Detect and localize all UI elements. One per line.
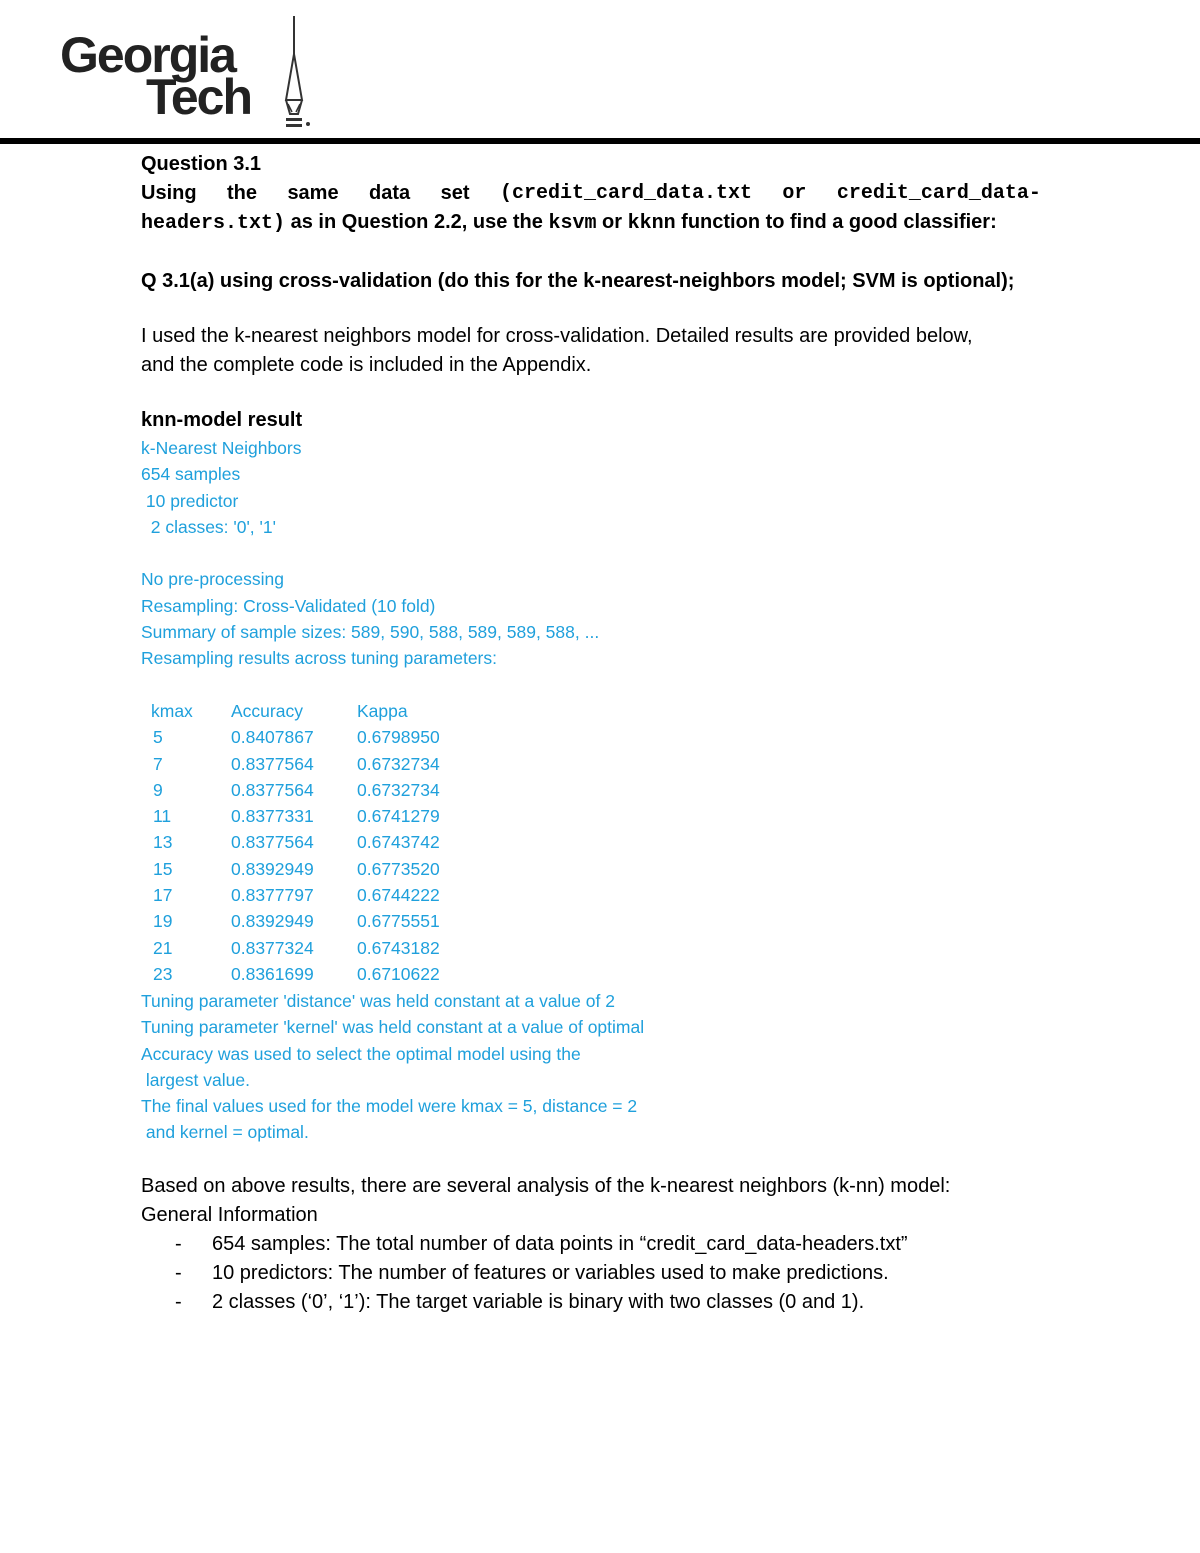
cell-kmax: 7 (153, 753, 163, 774)
cell-accuracy: 0.8377564 (231, 779, 314, 800)
cell-kmax: 9 (153, 779, 163, 800)
question-intro-line-1 (141, 179, 1041, 208)
intro-text: or (596, 211, 628, 233)
table-row (141, 908, 1041, 934)
cell-kmax: 19 (153, 911, 173, 932)
cell-kmax: 11 (153, 806, 172, 827)
list-item (141, 1288, 1041, 1317)
knn-output-bottom (141, 988, 1041, 1146)
output-line: largest value. (141, 1069, 250, 1090)
cell-kappa: 0.6732734 (357, 753, 440, 774)
table-row (141, 856, 1041, 882)
cell-accuracy: 0.8377331 (231, 806, 314, 827)
table-header-row (141, 698, 1041, 724)
table-row (141, 935, 1041, 961)
table-row (141, 829, 1041, 855)
table-header-kmax: kmax (151, 700, 193, 721)
header-rule (0, 138, 1200, 144)
cell-kappa: 0.6798950 (357, 727, 440, 748)
logo-word-tech: Tech (146, 69, 251, 125)
knn-result-heading: knn-model result (141, 409, 303, 431)
resampling-results-table (141, 698, 1041, 988)
cell-kappa: 0.6732734 (357, 779, 440, 800)
table-row (141, 777, 1041, 803)
answer-line-1: I used the k-nearest neighbors model for cross-validation. Detailed results are provided below, (141, 325, 973, 347)
intro-text: function to find a good classifier: (675, 211, 997, 233)
output-line: 2 classes: '0', '1' (141, 516, 276, 537)
georgia-tech-logo (58, 14, 328, 132)
output-line: 654 samples (141, 464, 241, 485)
document-body (141, 150, 1041, 1317)
intro-word: set (440, 182, 470, 204)
list-item-text: 654 samples: The total number of data points in “credit_card_data-headers.txt” (212, 1232, 908, 1255)
output-line: No pre-processing (141, 569, 284, 590)
intro-or: or (782, 182, 807, 205)
output-line: and kernel = optimal. (141, 1122, 309, 1143)
table-header-accuracy: Accuracy (231, 700, 303, 721)
cell-kappa: 0.6710622 (357, 963, 440, 984)
bullet-marker: - (175, 1290, 182, 1313)
output-line: Resampling: Cross-Validated (10 fold) (141, 595, 436, 616)
knn-output-top (141, 435, 1041, 698)
cell-kmax: 17 (153, 885, 173, 906)
list-item-text: 2 classes (‘0’, ‘1’): The target variable is binary with two classes (0 and 1). (212, 1290, 865, 1313)
output-line: Tuning parameter 'kernel' was held constant at a value of optimal (141, 1017, 645, 1038)
cell-kappa: 0.6775551 (357, 911, 440, 932)
output-line: Accuracy was used to select the optimal model using the (141, 1043, 581, 1064)
cell-kappa: 0.6741279 (357, 806, 440, 827)
output-line (141, 540, 1041, 566)
cell-accuracy: 0.8377797 (231, 885, 314, 906)
analysis-intro: Based on above results, there are several analysis of the k-nearest neighbors (k-nn) model: (141, 1174, 951, 1197)
cell-kmax: 5 (153, 727, 163, 748)
tech-tower-icon (282, 14, 322, 132)
output-line: Tuning parameter 'distance' was held constant at a value of 2 (141, 990, 615, 1011)
cell-kappa: 0.6743182 (357, 937, 440, 958)
sub-question: Q 3.1(a) using cross-validation (do this for the k-nearest-neighbors model; SVM is optional); (141, 270, 1015, 292)
table-row (141, 751, 1041, 777)
list-item (141, 1230, 1041, 1259)
output-line: The final values used for the model were kmax = 5, distance = 2 (141, 1096, 638, 1117)
general-info-list (141, 1230, 1041, 1317)
table-row (141, 803, 1041, 829)
output-line: 10 predictor (141, 490, 239, 511)
bullet-marker: - (175, 1232, 182, 1255)
cell-kmax: 15 (153, 858, 173, 879)
table-header-kappa: Kappa (357, 700, 408, 721)
cell-accuracy: 0.8377564 (231, 832, 314, 853)
cell-accuracy: 0.8392949 (231, 911, 314, 932)
cell-kmax: 21 (153, 937, 173, 958)
intro-word: same (287, 182, 339, 204)
cell-kmax: 13 (153, 832, 173, 853)
table-row (141, 961, 1041, 987)
kknn-function: kknn (627, 212, 676, 235)
intro-word: Using (141, 182, 197, 204)
intro-text: as in Question 2.2, use the (285, 211, 549, 233)
cell-kappa: 0.6743742 (357, 832, 440, 853)
bullet-marker: - (175, 1261, 182, 1284)
output-line: k-Nearest Neighbors (141, 438, 302, 458)
output-line: Summary of sample sizes: 589, 590, 588, 589, 589, 588, ... (141, 622, 600, 643)
cell-accuracy: 0.8407867 (231, 727, 314, 748)
question-intro-line-2 (141, 208, 1041, 238)
ksvm-function: ksvm (548, 212, 597, 235)
table-row (141, 882, 1041, 908)
filename-credit-card-data-headers-part1: credit_card_data- (836, 182, 1041, 205)
cell-accuracy: 0.8377564 (231, 753, 314, 774)
intro-word: data (369, 182, 411, 204)
cell-accuracy: 0.8392949 (231, 858, 314, 879)
filename-credit-card-data-headers-part2: headers.txt) (141, 212, 286, 235)
table-row (141, 724, 1041, 750)
list-item (141, 1259, 1041, 1288)
cell-accuracy: 0.8361699 (231, 963, 314, 984)
list-item-text: 10 predictors: The number of features or variables used to make predictions. (212, 1261, 889, 1284)
filename-credit-card-data: (credit_card_data.txt (499, 182, 752, 205)
analysis-subheading: General Information (141, 1203, 318, 1226)
output-line: Resampling results across tuning parameters: (141, 648, 497, 669)
cell-kappa: 0.6773520 (357, 858, 440, 879)
intro-word: the (227, 182, 257, 204)
cell-kappa: 0.6744222 (357, 885, 440, 906)
question-title: Question 3.1 (141, 153, 262, 175)
answer-line-2: and the complete code is included in the Appendix. (141, 354, 592, 376)
cell-kmax: 23 (153, 963, 173, 984)
logo-word-georgia: Georgia (60, 27, 235, 83)
cell-accuracy: 0.8377324 (231, 937, 314, 958)
